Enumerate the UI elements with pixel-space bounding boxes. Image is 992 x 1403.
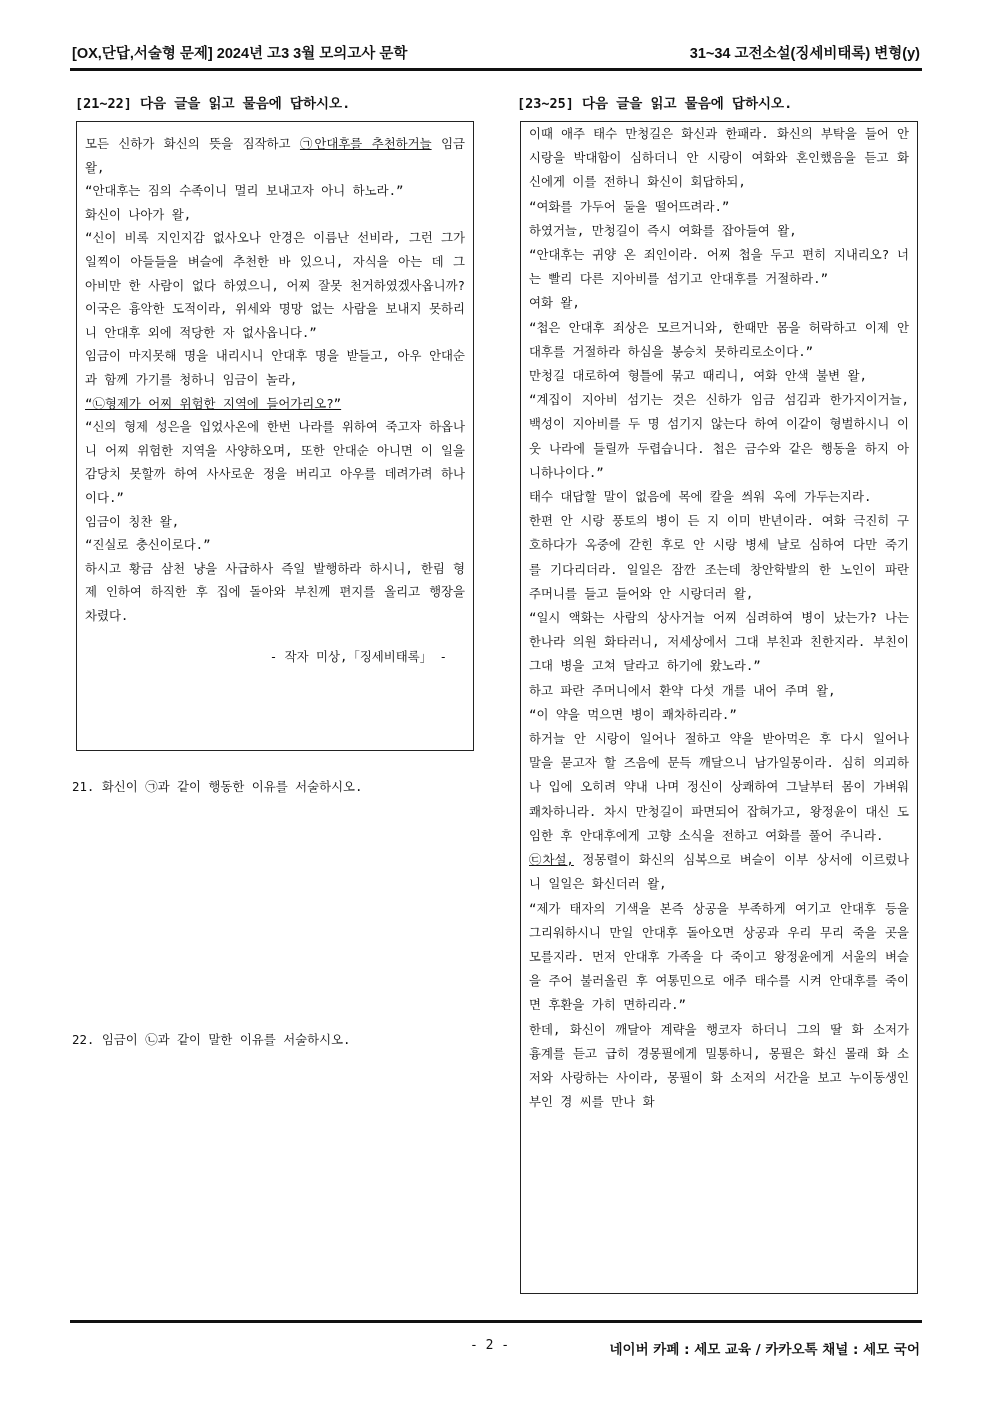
passage-paragraph — [85, 392, 465, 416]
page-number: - 2 - — [470, 1338, 510, 1353]
passage-paragraph: 하고 파란 주머니에서 환약 다섯 개를 내어 주며 왈, — [529, 682, 836, 698]
passage-paragraph: 여화 왈, — [529, 295, 580, 311]
passage-source: - 작자 미상,「징세비태록」 - — [269, 649, 447, 665]
passage-paragraph: 임금이 칭찬 왈, — [85, 513, 180, 529]
passage-paragraph: 임금이 마지못해 명을 내리시니 안대후 명을 받들고, 아우 안대순과 함께 가기를 청하니 임금이 놀라, — [85, 348, 465, 387]
passage-paragraph: 만청길 대로하여 형틀에 묶고 때리니, 여화 안색 불변 왈, — [529, 368, 867, 384]
passage-paragraph: “안대후는 귀양 온 죄인이라. 어찌 첩을 두고 편히 지내리오? 너는 빨리 다른 지아비를 섬기고 안대후를 거절하라.” — [529, 247, 909, 287]
left-section-title: [21~22] 다음 글을 읽고 물음에 답하시오. — [75, 96, 351, 112]
passage-paragraph: “제가 태자의 기색을 본즉 상공을 부족하게 여기고 안대후 등을 그리워하시니 만일 안대후 돌아오면 상공과 우리 무리 죽을 곳을 모를지라. 먼저 안대후 가족을 다 죽이고 왕정윤에게 서울의 벼슬을 주어 불러올린 후 여통민으로 애주 태수를 시켜 안대후를 죽이면 후환을 가히 면하리라.” — [529, 900, 909, 1013]
passage-paragraph: “일시 액화는 사람의 상사거늘 어찌 심려하여 병이 났는가? 나는 한나라 의원 화타러니, 저세상에서 그대 부친과 친한지라. 부친이 그대 병을 고쳐 달라고 하기에 왔노라.” — [529, 610, 909, 674]
right-passage — [529, 122, 909, 1114]
passage-paragraph: 화신이 나아가 왈, — [85, 206, 192, 222]
question-22: 22. 임금이 ㉡과 같이 말한 이유를 서술하시오. — [72, 1032, 351, 1047]
passage-paragraph: 하였거늘, 만청길이 즉시 여화를 잡아들여 왈, — [529, 222, 797, 238]
passage-paragraph: “신이 비록 지인지감 없사오나 안경은 이름난 선비라, 그런 그가 일찍이 아들들을 벼슬에 추천한 바 있으니, 자식을 아는 데 그 아비만 한 사람이 없다 하였으니, 어찌 잘못 천거하였겠사옵니까? 이국은 흉악한 도적이라, 위세와 명망 없는 사람을 보내지 못하리니 안대후 외에 적당한 자 없사옵니다.” — [85, 230, 465, 340]
passage-paragraph: 이때 애주 태수 만청길은 화신과 한패라. 화신의 부탁을 들어 안 시랑을 박대함이 심하더니 안 시랑이 여화와 혼인했음을 듣고 화신에게 이를 전하니 화신이 회답하되, — [529, 126, 909, 190]
passage-paragraph: 한데, 화신이 깨달아 계략을 행코자 하더니 그의 딸 화 소저가 흉계를 듣고 급히 경몽필에게 밀통하니, 몽필은 화신 몰래 화 소저와 사랑하는 사이라, 몽필이 화 소저의 서간을 보고 누이동생인 부인 경 씨를 만나 화 — [529, 1021, 909, 1110]
passage-paragraph: “진실로 충신이로다.” — [85, 537, 211, 553]
header-section-title: 31~34 고전소설(징세비태록) 변형(y) — [689, 46, 920, 62]
passage-paragraph: “안대후는 짐의 수족이니 멀리 보내고자 아니 하노라.” — [85, 183, 404, 199]
passage-paragraph: “첩은 안대후 죄상은 모르거니와, 한때만 몸을 허락하고 이제 안대후를 거절하라 하심을 봉승치 못하리로소이다.” — [529, 319, 909, 359]
right-passage-box — [520, 121, 918, 1294]
passage-paragraph: 태수 대답할 말이 없음에 목에 칼을 씌워 옥에 가두는지라. — [529, 489, 872, 505]
passage-paragraph: 한편 안 시랑 풍토의 병이 든 지 이미 반년이라. 여화 극진히 구호하다가 옥중에 갇힌 후로 안 시랑 병세 날로 심하여 다만 죽기를 기다리더라. 일일은 잠깐 조는데 창안학발의 한 노인이 파란 주머니를 들고 들어와 안 시랑더러 왈, — [529, 513, 909, 601]
left-passage — [85, 132, 465, 669]
underlined-phrase-a: ㉠안대후를 추천하거늘 — [299, 136, 432, 151]
header-exam-title: [OX,단답,서술형 문제] 2024년 고3 3월 모의고사 문학 — [72, 46, 408, 62]
left-passage-box — [76, 121, 474, 751]
passage-paragraph: 하거늘 안 시랑이 일어나 절하고 약을 받아먹은 후 다시 일어나 말을 묻고자 할 즈음에 문득 깨달으니 남가일몽이라. 심히 의괴하나 입에 오히려 약내 나며 정신이 상쾌하여 그날부터 몸이 가벼워 쾌차하니라. 차시 만청길이 파면되어 잡혀가고, 왕정윤이 대신 도임한 후 안대후에게 고향 소식을 전하고 여화를 풀어 주니라. — [529, 731, 909, 843]
passage-paragraph: ㉢차설, 정몽렬이 화신의 심복으로 벼슬이 이부 상서에 이르렀나니 일일은 화신더러 왈, — [529, 852, 909, 892]
passage-paragraph: “이 약을 먹으면 병이 쾌차하리라.” — [529, 706, 737, 722]
passage-paragraph: “여화를 가두어 둘을 떨어뜨려라.” — [529, 198, 730, 214]
top-rule — [70, 68, 922, 71]
passage-paragraph: 하시고 황금 삼천 냥을 사급하사 즉일 발행하라 하시니, 한림 형제 인하여 하직한 후 집에 돌아와 부친께 편지를 올리고 행장을 차렸다. — [85, 560, 465, 623]
passage-paragraph: “계집이 지아비 섬기는 것은 신하가 임금 섬김과 한가지이거늘, 백성이 지아비를 두 명 섬기지 않는다 하여 이같이 형벌하시니 이웃 나라에 들릴까 두렵습니다. 첩은 금수와 같은 행동을 하지 아니하나이다.” — [529, 392, 909, 480]
bottom-rule — [70, 1320, 922, 1323]
passage-paragraph: “신의 형제 성은을 입었사온에 한번 나라를 위하여 죽고자 하옵나니 어찌 위험한 지역을 사양하오며, 또한 안대순 아니면 이 일을 감당치 못할까 하여 사사로운 정을 버리고 아우를 데려가려 하나이다.” — [85, 419, 465, 505]
right-section-title: [23~25] 다음 글을 읽고 물음에 답하시오. — [517, 96, 793, 112]
underlined-phrase-b: “㉡형제가 어찌 위험한 지역에 들어가리오?” — [85, 395, 342, 411]
passage-paragraph: 모든 신하가 화신의 뜻을 짐작하고 ㉠안대후를 추천하거늘 임금 왈, — [85, 136, 466, 175]
footer-channel-info: 네이버 카페 : 세모 교육 / 카카오톡 채널 : 세모 국어 — [609, 1342, 920, 1358]
underlined-phrase-c: ㉢차설, — [529, 852, 574, 868]
question-21: 21. 화신이 ㉠과 같이 행동한 이유를 서술하시오. — [72, 779, 363, 794]
